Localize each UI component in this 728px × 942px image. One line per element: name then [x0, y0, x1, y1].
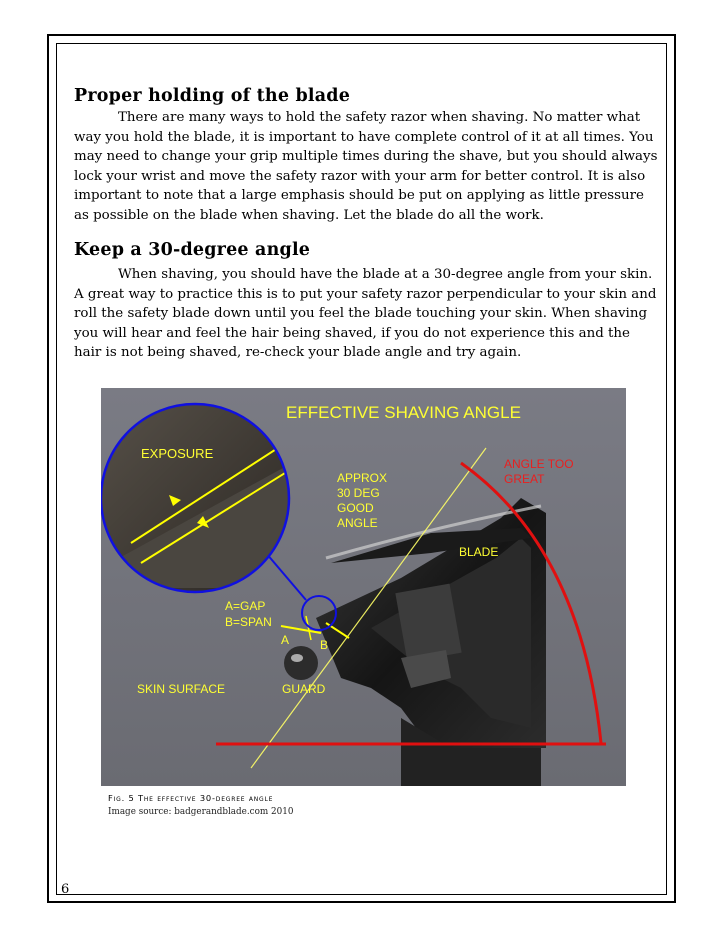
- section-body-angle: When shaving, you should have the blade at a 30-degree angle from your skin. A great way to practice this is to put your safety razor perpendicular to your skin and roll the safety blade down until you feel the blade touching your skin. When shaving you will hear and feel the hair being shaved, if you do not experience this and the hair is not being shaved, re-check your blade angle and try again.: [74, 267, 657, 361]
- figure-source: Image source: badgerandblade.com 2010: [108, 807, 294, 817]
- gap-label: A=GAP: [225, 599, 266, 613]
- guard-label: GUARD: [282, 682, 326, 696]
- page-number: 6: [61, 882, 70, 897]
- span-label: B=SPAN: [225, 615, 272, 629]
- figure-title: EFFECTIVE SHAVING ANGLE: [286, 403, 521, 422]
- section-heading-holding: Proper holding of the blade: [74, 86, 351, 106]
- blade-label: BLADE: [459, 545, 499, 559]
- skin-surface-label: SKIN SURFACE: [137, 682, 226, 696]
- figure-caption: Fig. 5 The effective 30-degree angle: [108, 793, 274, 803]
- approx-label-2: 30 DEG: [337, 486, 380, 500]
- section-body-holding: There are many ways to hold the safety razor when shaving. No matter what way you hold the blade, it is important to have complete control of it at all times. You may need to change your grip multiple times during the shave, but you should always lock your wrist and move the safety razor with your arm for better control. It is also important to note that a large emphasis should be put on applying as little pressure as possible on the blade when shaving. Let the blade do all the work.: [74, 110, 658, 223]
- approx-label-4: ANGLE: [337, 516, 378, 530]
- approx-label-1: APPROX: [337, 471, 388, 485]
- shaving-angle-figure: [101, 388, 626, 786]
- exposure-label: EXPOSURE: [141, 446, 214, 461]
- a-label: A: [281, 633, 290, 647]
- angle-too-great-label-2: GREAT: [504, 472, 545, 486]
- approx-label-3: GOOD: [337, 501, 374, 515]
- b-label: B: [320, 638, 329, 652]
- section-heading-angle: Keep a 30-degree angle: [74, 240, 311, 260]
- angle-too-great-label-1: ANGLE TOO: [504, 457, 574, 471]
